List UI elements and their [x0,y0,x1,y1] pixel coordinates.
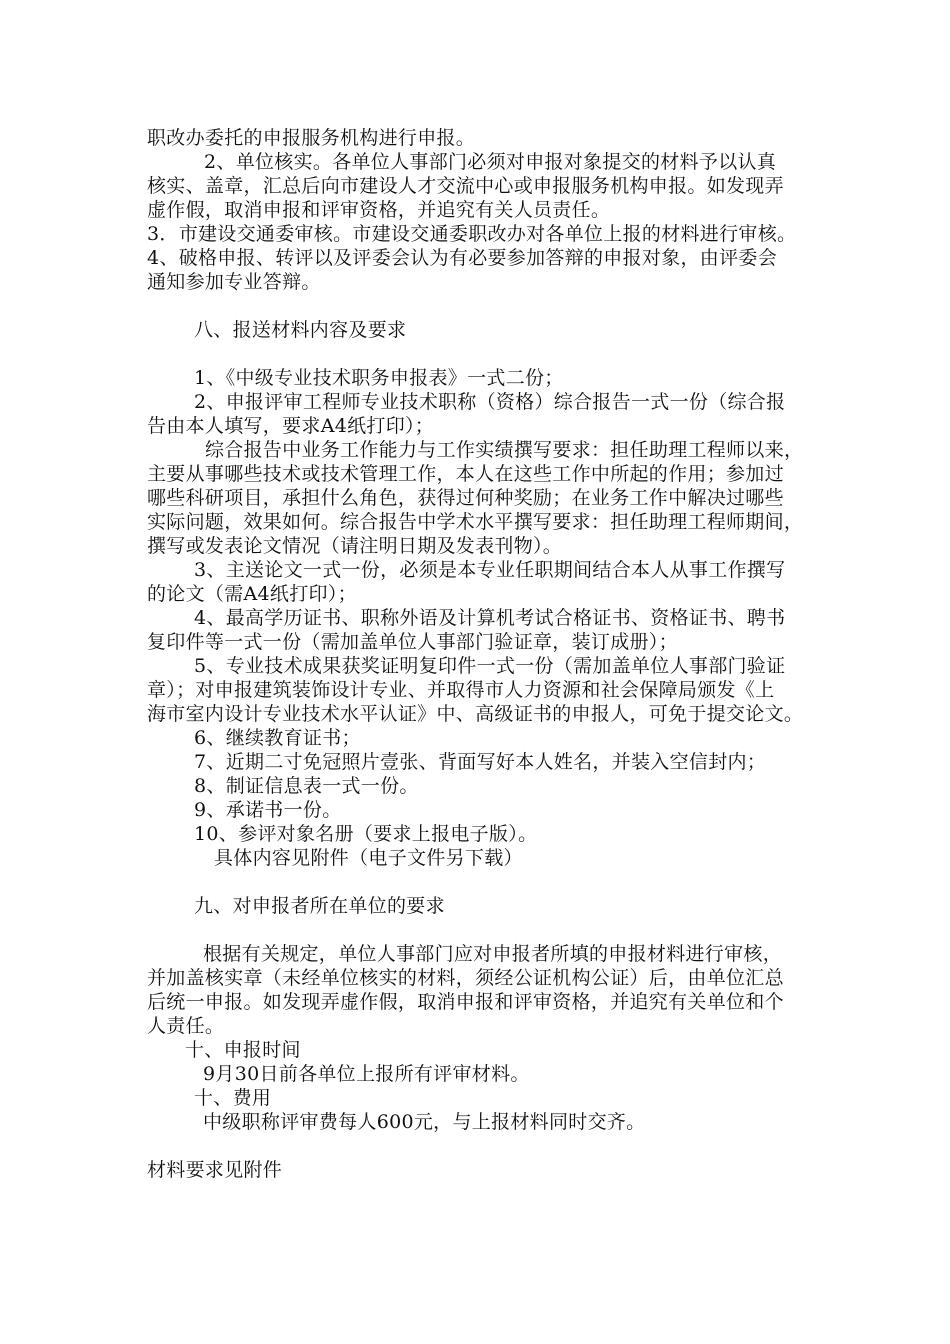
text-line: 5、专业技术成果获奖证明复印件一式一份（需加盖单位人事部门验证 [194,655,786,677]
text-line: 3．市建设交通委审核。市建设交通委职改办对各单位上报的材料进行审核。 [147,223,797,245]
text-line: 中级职称评审费每人600元，与上报材料同时交齐。 [203,1111,646,1133]
text-line: 海市室内设计专业技术水平认证》中、高级证书的申报人，可免于提交论文。 [147,703,804,725]
text-line: 9月30日前各单位上报所有评审材料。 [203,1063,530,1085]
text-line: 通知参加专业答辩。 [147,271,321,293]
text-line: 虚作假，取消申报和评审资格，并追究有关人员责任。 [147,199,611,221]
section-heading: 十、申报时间 [185,1039,301,1061]
text-line: 2、单位核实。各单位人事部门必须对申报对象提交的材料予以认真 [204,151,777,173]
text-line: 综合报告中业务工作能力与工作实绩撰写要求：担任助理工程师以来， [205,439,804,461]
text-line: 4、最高学历证书、职称外语及计算机考试合格证书、资格证书、聘书 [194,607,786,629]
text-line: 哪些科研项目，承担什么角色，获得过何种奖励；在业务工作中解决过哪些 [147,487,784,509]
text-line: 10、参评对象名册（要求上报电子版）。 [194,823,538,845]
text-line: 撰写或发表论文情况（请注明日期及发表刊物）。 [147,535,563,557]
text-line: 3、主送论文一式一份，必须是本专业任职期间结合本人从事工作撰写 [194,559,786,581]
text-line: 并加盖核实章（未经单位核实的材料，须经公证机构公证）后，由单位汇总 [147,967,784,989]
text-line: 材料要求见附件 [147,1159,283,1181]
section-heading: 九、对申报者所在单位的要求 [194,895,445,917]
text-line: 4、破格申报、转评以及评委会认为有必要参加答辩的申报对象，由评委会 [147,247,777,269]
text-line: 9、承诺书一份。 [194,799,342,821]
text-line: 根据有关规定，单位人事部门应对申报者所填的申报材料进行审核， [203,943,783,965]
text-line: 复印件等一式一份（需加盖单位人事部门验证章，装订成册）； [147,631,678,653]
text-line: 2、申报评审工程师专业技术职称（资格）综合报告一式一份（综合报 [194,391,786,413]
text-line: 告由本人填写，要求A4纸打印）； [147,415,435,437]
text-line: 章）；对申报建筑装饰设计专业、并取得市人力资源和社会保障局颁发《上 [147,679,775,701]
text-line: 实际问题，效果如何。综合报告中学术水平撰写要求：担任助理工程师期间， [147,511,804,533]
text-line: 人责任。 [147,1015,225,1037]
text-line: 具体内容见附件（电子文件另下载） [214,847,523,869]
section-heading: 八、报送材料内容及要求 [194,319,407,341]
text-line: 6、继续教育证书； [194,727,361,749]
text-line: 7、近期二寸免冠照片壹张、背面写好本人姓名，并装入空信封内； [194,751,767,773]
section-heading: 十、费用 [194,1087,272,1109]
text-line: 主要从事哪些技术或技术管理工作，本人在这些工作中所起的作用；参加过 [147,463,784,485]
text-line: 核实、盖章，汇总后向市建设人才交流中心或申报服务机构申报。如发现弄 [147,175,784,197]
text-line: 8、制证信息表一式一份。 [194,775,419,797]
text-line: 后统一申报。如发现弄虚作假，取消申报和评审资格，并追究有关单位和个 [147,991,784,1013]
text-line: 的论文（需A4纸打印）； [147,583,357,605]
text-line: 职改办委托的申报服务机构进行申报。 [147,127,476,149]
text-line: 1、《中级专业技术职务申报表》一式二份； [194,367,564,389]
